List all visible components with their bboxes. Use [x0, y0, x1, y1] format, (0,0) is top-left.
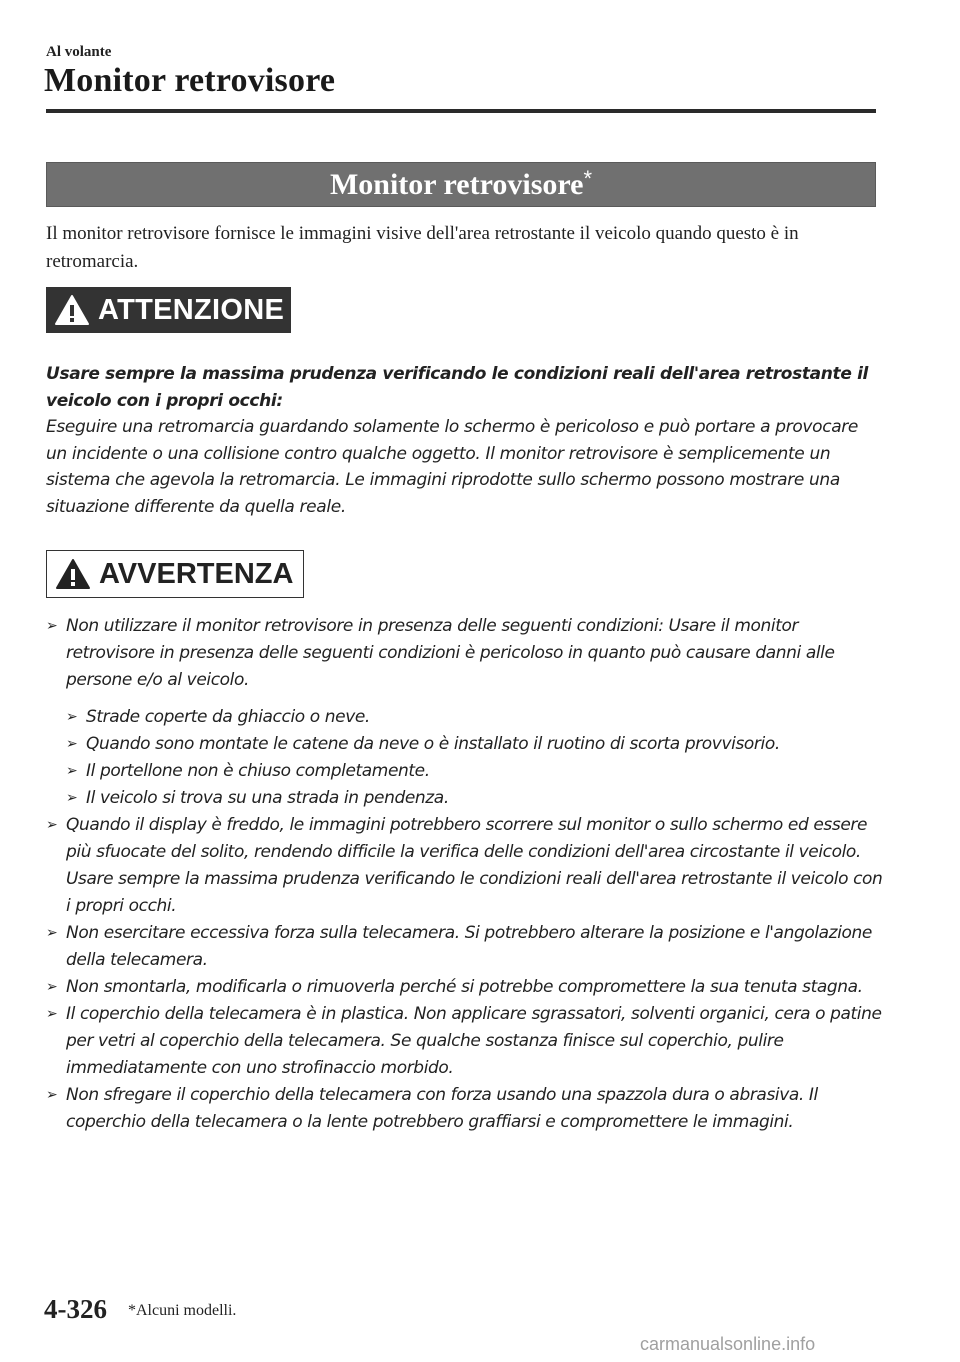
footnote-marker: * — [583, 165, 593, 191]
sub-list-item-text: Il veicolo si trova su una strada in pendenza. — [86, 788, 449, 808]
avvertenza-list — [46, 613, 886, 1136]
sub-list-item-text: Il portellone non è chiuso completamente. — [86, 761, 430, 781]
attenzione-text: Eseguire una retromarcia guardando solamente lo schermo è pericoloso e può portare a provocare un incidente o una collisione contro qualche oggetto. Il monitor retrovisore è semplicemente un sistema che agevola la retromarcia. Le immagini riprodotte sullo schermo possono mostrare una situazione differente da quella reale. — [46, 417, 859, 517]
avvertenza-label-text: AVVERTENZA — [99, 557, 294, 590]
arrow-bullet-icon: ➢ — [46, 925, 58, 941]
list-item-text: Quando il display è freddo, le immagini potrebbero scorrere sul monitor o sullo schermo ed essere più sfuocate del solito, rendendo difficile la verifica delle condizioni dell'area circostante il veicolo. Usare sempre la massima prudenza verificando le condizioni reali dell'area retrostante il veicolo con i propri occhi. — [66, 815, 883, 916]
section-label: Al volante — [46, 44, 112, 60]
sub-list-item-text: Quando sono montate le catene da neve o è installato il ruotino di scorta provvisorio. — [86, 734, 780, 754]
list-item — [46, 1082, 886, 1136]
watermark: carmanualsonline.info — [640, 1334, 816, 1354]
sub-list-item — [46, 785, 886, 812]
list-item-text: Non smontarla, modificarla o rimuoverla perché si potrebbe compromettere la sua tenuta stagna. — [66, 977, 863, 997]
arrow-bullet-icon: ➢ — [46, 1006, 58, 1022]
section-title: Monitor retrovisore — [44, 62, 336, 99]
sub-list-item — [46, 704, 886, 731]
arrow-bullet-icon: ➢ — [66, 736, 78, 752]
warning-triangle-icon — [55, 558, 91, 590]
avvertenza-label — [46, 550, 304, 598]
attenzione-body — [46, 361, 876, 520]
list-item — [46, 920, 886, 974]
title-banner — [46, 162, 876, 207]
header-divider — [46, 109, 876, 113]
list-item — [46, 974, 886, 1001]
warning-triangle-icon — [54, 294, 90, 326]
arrow-bullet-icon: ➢ — [46, 817, 58, 833]
list-item-text: Non esercitare eccessiva forza sulla telecamera. Si potrebbero alterare la posizione e l'angolazione della telecamera. — [66, 923, 872, 970]
list-item-text: Non utilizzare il monitor retrovisore in presenza delle seguenti condizioni: Usare il monitor retrovisore in presenza delle seguenti condizioni è pericoloso in quanto può causare danni alle persone e/o al veicolo. — [66, 616, 835, 690]
attenzione-label — [46, 287, 291, 333]
list-item — [46, 613, 886, 694]
arrow-bullet-icon: ➢ — [66, 790, 78, 806]
page-title: Monitor retrovisore — [329, 167, 584, 201]
spacer — [46, 694, 886, 704]
page-number: 4-326 — [44, 1294, 107, 1324]
list-item-text: Non sfregare il coperchio della telecamera con forza usando una spazzola dura o abrasiva. Il coperchio della telecamera o la lente potrebbero graffiarsi e compromettere le immagini. — [66, 1085, 818, 1132]
intro-paragraph: Il monitor retrovisore fornisce le immagini visive dell'area retrostante il veicolo quando questo è in retromarcia. — [46, 223, 799, 272]
arrow-bullet-icon: ➢ — [46, 979, 58, 995]
list-item — [46, 1001, 886, 1082]
attenzione-bold-text: Usare sempre la massima prudenza verificando le condizioni reali dell'area retrostante il veicolo con i propri occhi: — [46, 364, 869, 411]
attenzione-label-text: ATTENZIONE — [98, 293, 285, 326]
sub-list-item — [46, 758, 886, 785]
arrow-bullet-icon: ➢ — [66, 763, 78, 779]
arrow-bullet-icon: ➢ — [66, 709, 78, 725]
footnote: *Alcuni modelli. — [128, 1302, 237, 1319]
arrow-bullet-icon: ➢ — [46, 1087, 58, 1103]
sub-list-item — [46, 731, 886, 758]
list-item-text: Il coperchio della telecamera è in plastica. Non applicare sgrassatori, solventi organici, cera o patine per vetri al coperchio della telecamera. Se qualche sostanza finisce sul coperchio, pulire immediatamente con uno strofinaccio morbido. — [66, 1004, 882, 1078]
arrow-bullet-icon: ➢ — [46, 618, 58, 634]
sub-list-item-text: Strade coperte da ghiaccio o neve. — [86, 707, 370, 727]
list-item — [46, 812, 886, 920]
